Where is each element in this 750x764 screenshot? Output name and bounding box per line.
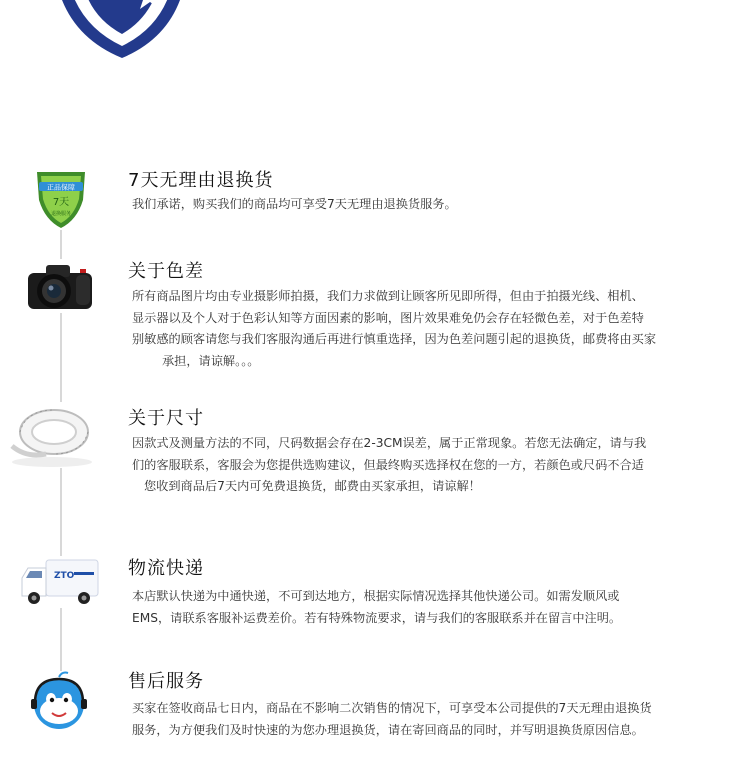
delivery-truck-icon [18,556,102,608]
section-body [132,194,457,216]
body-line: 显示器以及个人对于色彩认知等方面因素的影响，图片效果难免仍会存在轻微色差，对于色差特 [132,310,644,325]
section-title: 物流快递 [128,558,204,579]
body-line: 买家在签收商品七日内，商品在不影响二次销售的情况下，可享受本公司提供的7天无理由退换货 [132,701,652,715]
body-line: 别敏感的顾客请您与我们客服沟通后再进行慎重选择，因为色差问题引起的退换货，邮费将由买家 [132,332,657,346]
section-title: 7天无理由退换货 [128,170,274,191]
section-body [132,286,656,372]
customer-service-icon [28,671,90,733]
section-body [132,586,621,629]
badge-line1-text: 正品保障 [47,183,75,192]
body-line: 因款式及测量方法的不同，尺码数据会存在2-3CM误差，属于正常现象。若您无法确定，请与我 [132,436,647,450]
shield-logo-icon [50,0,190,60]
camera-icon [24,259,96,313]
section-body [132,698,652,741]
tape-measure-icon [6,402,98,468]
badge-line3-text: 退换服务 [50,211,72,217]
truck-logo-text: ZTO [54,571,75,581]
body-line: 服务，为方便我们及时快速的为您办理退换货，请在寄回商品的同时，并写明退换货原因信息。 [132,722,644,737]
body-line: 承担，请谅解。。。 [162,353,260,368]
section-body [132,433,646,498]
body-line: EMS，请联系客服补运费差价。若有特殊物流要求，请与我们的客服联系并在留言中注明。 [132,610,622,625]
section-title: 关于尺寸 [128,408,204,429]
body-line: 我们承诺，购买我们的商品均可享受7天无理由退换货服务。 [132,197,457,211]
body-line: 您收到商品后7天内可免费退换货，邮费由买家承担，请谅解！ [144,479,481,493]
section-title: 关于色差 [128,261,204,282]
body-line: 所有商品图片均由专业摄影师拍摄，我们力求做到让顾客所见即所得，但由于拍摄光线、相机、 [132,289,644,303]
guarantee-badge-icon [33,166,89,230]
section-title: 售后服务 [128,671,204,692]
badge-line2-text: 7天 [52,197,70,208]
body-line: 们的客服联系，客服会为您提供选购建议，但最终购买选择权在您的一方，若颜色或尺码不合适 [132,457,644,472]
body-line: 本店默认快递为中通快递，不可到达地方，根据实际情况选择其他快递公司。如需发顺风或 [132,589,620,603]
